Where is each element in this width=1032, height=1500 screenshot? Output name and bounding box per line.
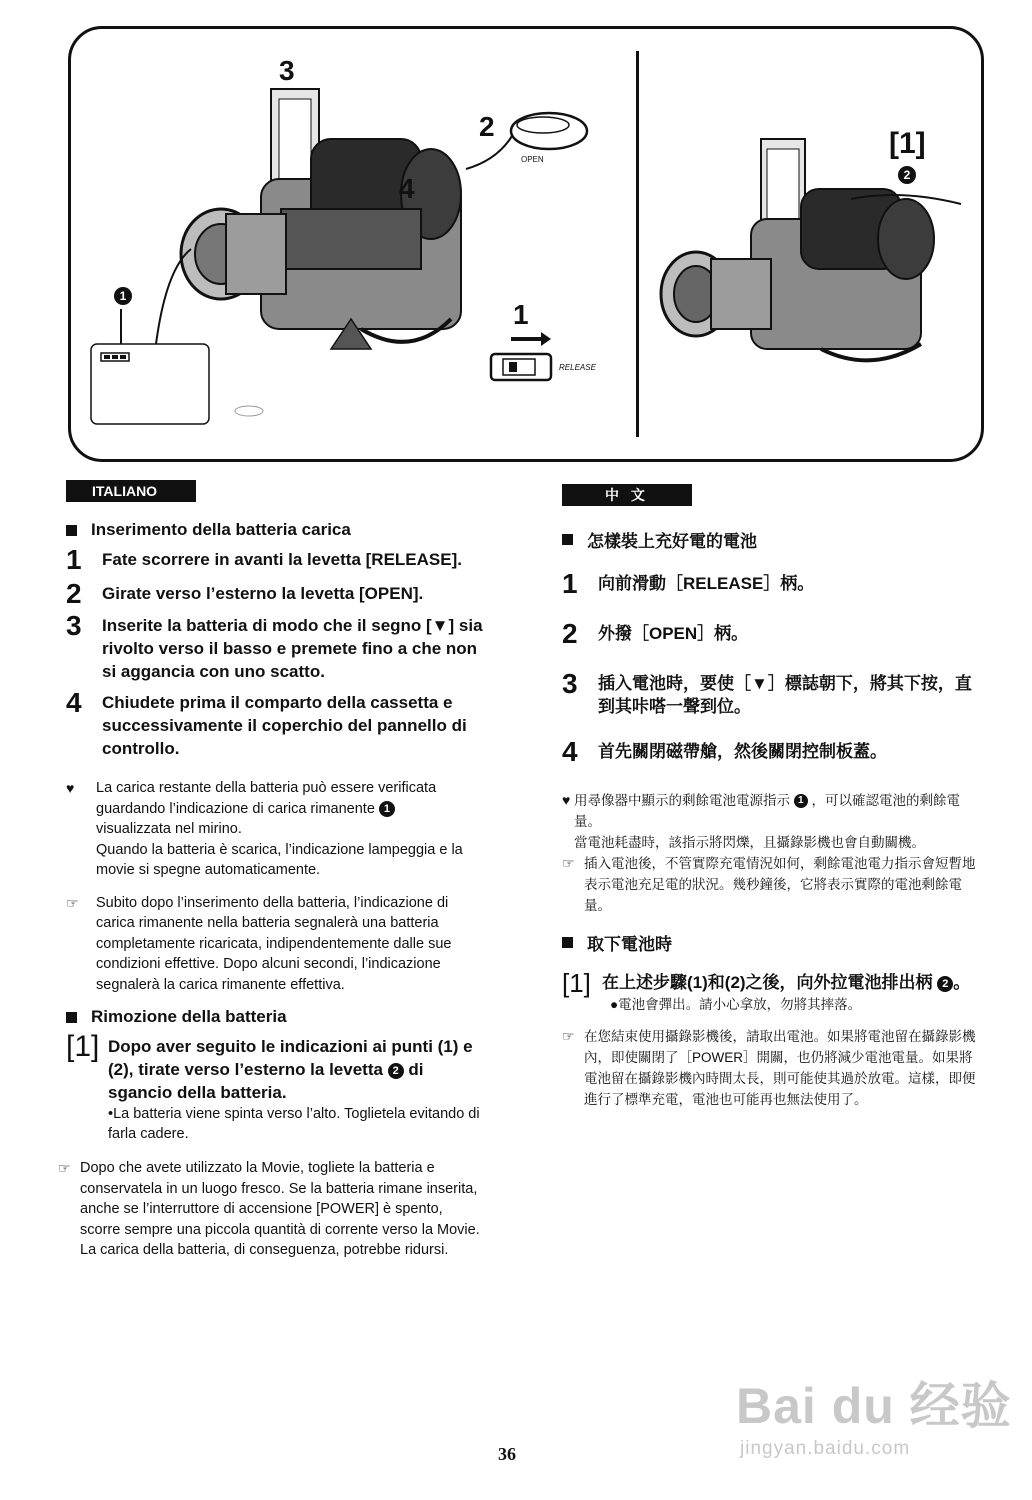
zh-section-title-remove (562, 930, 980, 955)
callout-marker-2: 2 (898, 166, 916, 184)
step-text: Inserite la batteria di modo che il segno [▼] sia rivolto verso il basso e premete fino a che non si aggancia con uno scatto. (102, 616, 483, 681)
zh-note-storage (562, 1026, 980, 1110)
step-text: 插入電池時，要使［▼］標誌朝下，將其下按，直到其咔嗒一聲到位。 (598, 674, 972, 716)
step-number: 3 (562, 668, 578, 699)
substep-number: [1] (562, 968, 591, 998)
page-number: 36 (498, 1444, 516, 1464)
watermark-url: jingyan.baidu.com (740, 1438, 911, 1459)
zh-step-3 (562, 670, 980, 718)
square-bullet-icon (562, 937, 573, 948)
step-1 (66, 546, 486, 574)
baidu-watermark (736, 1366, 1012, 1460)
note-text: 用尋像器中顯示的剩餘電池電源指示 1 ，可以確認電池的剩餘電量。 當電池耗盡時，該指示將閃爍，且攝錄影機也會自動關機。 (574, 793, 961, 850)
open-lever-label: OPEN (521, 155, 544, 164)
note-text: 在您結束使用攝錄影機後，請取出電池。如果將電池留在攝錄影機內，即使關閉了［POWER］開關，也仍將減少電池電量。如果將電池留在攝錄影機內時間太長，則可能使其過於放電。這樣，即便進行了標準充電，電池也可能再也無法使用了。 (584, 1029, 976, 1107)
figure-step-label-2: 2 (479, 111, 495, 142)
callout-marker-1: 1 (114, 287, 132, 305)
camcorder-illustration-left (71, 29, 631, 459)
zh-note-after-insert (562, 853, 980, 916)
section-title-insert-text: Inserimento della batteria carica (91, 520, 351, 539)
substep-bullet: ●電池會彈出。請小心拿放，勿將其摔落。 (610, 997, 862, 1012)
step-number: 4 (562, 736, 578, 767)
step-number: 1 (562, 568, 578, 599)
step-number: 2 (562, 618, 578, 649)
step-number: 1 (66, 544, 82, 575)
callout-marker-1-inline: 1 (794, 794, 808, 808)
zh-step-2 (562, 620, 980, 648)
italian-column (58, 520, 486, 1261)
zh-section-title-insert-text: 怎樣裝上充好電的電池 (587, 532, 757, 551)
substep-body: Dopo aver seguito le indicazioni ai punti (1) e (2), tirate verso l’esterno la levetta 2 di sgancio della batteria. •La batteria viene spinta verso l’alto. Toglietela evitando di farla cadere. (108, 1033, 486, 1144)
step-text: Girate verso l’esterno la levetta [OPEN]. (102, 584, 424, 603)
substep-body: 在上述步驟(1)和(2)之後，向外拉電池排出柄 2 。 ●電池會彈出。請小心拿放，勿將其摔落。 (602, 969, 970, 1016)
pointing-hand-icon: ☞ (58, 1160, 71, 1176)
substep-1 (66, 1030, 486, 1144)
step-text: 向前滑動［RELEASE］柄。 (598, 574, 815, 593)
section-title-remove (66, 1007, 486, 1027)
chinese-column (562, 527, 980, 1110)
square-bullet-icon (66, 1012, 77, 1023)
substep-bullet: •La batteria viene spinta verso l’alto. Toglietela evitando di farla cadere. (108, 1106, 480, 1142)
lang-label-italiano: ITALIANO (66, 480, 196, 502)
section-title-insert (66, 520, 486, 540)
note-battery-level (66, 778, 486, 881)
step-3 (66, 612, 486, 683)
illustration-frame (68, 26, 984, 462)
figure-step-label-4: 4 (399, 173, 415, 204)
callout-marker-1-inline: 1 (379, 801, 395, 817)
note-after-insert (66, 893, 486, 996)
figure-step-label-3: 3 (279, 55, 295, 86)
zh-section-title-remove-text: 取下電池時 (587, 935, 672, 954)
pointing-hand-icon: ☞ (66, 894, 79, 911)
lang-label-chinese: 中 文 (562, 484, 692, 506)
step-4 (66, 689, 486, 760)
heart-icon: ♥ (66, 780, 75, 796)
note-text: La carica restante della batteria può essere verificata guardando l’indicazione di carica rimanente 1 visualizzata nel mirino. Quando la batteria è scarica, l’indicazione lampeggia e la movie si spegne automaticamente. (96, 780, 463, 878)
step-text: 首先關閉磁帶艙，然後關閉控制板蓋。 (598, 742, 887, 761)
step-2 (66, 580, 486, 608)
note-text: 插入電池後，不管實際充電情況如何，剩餘電池電力指示會短暫地表示電池充足電的狀況。幾秒鐘後，它將表示實際的電池剩餘電量。 (584, 856, 976, 913)
square-bullet-icon (66, 525, 77, 536)
zh-step-4 (562, 738, 980, 766)
note-storage (58, 1158, 486, 1261)
step-text: 外撥［OPEN］柄。 (598, 624, 749, 643)
pointing-hand-icon: ☞ (562, 855, 575, 871)
heart-icon: ♥ (562, 792, 571, 808)
frame-divider (636, 51, 639, 437)
note-text: Dopo che avete utilizzato la Movie, togliete la batteria e conservatela in un luogo fresco. Se la batteria rimane inserita, anche se l’interruttore di accensione [POWER] è spento, scorre sempre una piccola quantità di corrente verso la Movie. La carica della batteria, di conseguenza, potrebbe ridursi. (80, 1160, 480, 1258)
pointing-hand-icon: ☞ (562, 1028, 575, 1044)
step-number: 3 (66, 610, 82, 641)
step-text: Fate scorrere in avanti la levetta [RELEASE]. (102, 550, 462, 569)
release-switch-label: RELEASE (559, 363, 596, 372)
figure-step-label-1: 1 (513, 299, 529, 330)
figure-bracket-label-1: [1] (889, 127, 926, 160)
step-number: 2 (66, 578, 82, 609)
section-title-remove-text: Rimozione della batteria (91, 1007, 287, 1026)
zh-section-title-insert (562, 527, 980, 552)
note-text: Subito dopo l’inserimento della batteria, l’indicazione di carica rimanente nella batteria segnalerà una batteria completamente ricaricata, indipendentemente dalle sue condizioni effettive. Dopo alcuni secondi, l’indicazione segnalerà la carica rimanente effettiva. (96, 894, 452, 993)
substep-number: [1] (66, 1030, 100, 1063)
zh-substep-1 (562, 969, 980, 1016)
callout-marker-2-inline: 2 (388, 1063, 404, 1079)
zh-note-battery-level (562, 790, 980, 853)
callout-marker-2-inline: 2 (937, 976, 953, 992)
step-text: Chiudete prima il comparto della cassetta e successivamente il coperchio del pannello di controllo. (102, 693, 467, 758)
step-number: 4 (66, 687, 82, 718)
watermark-logo-text: Bai du 经验 (736, 1378, 1012, 1434)
square-bullet-icon (562, 534, 573, 545)
zh-step-1 (562, 570, 980, 598)
